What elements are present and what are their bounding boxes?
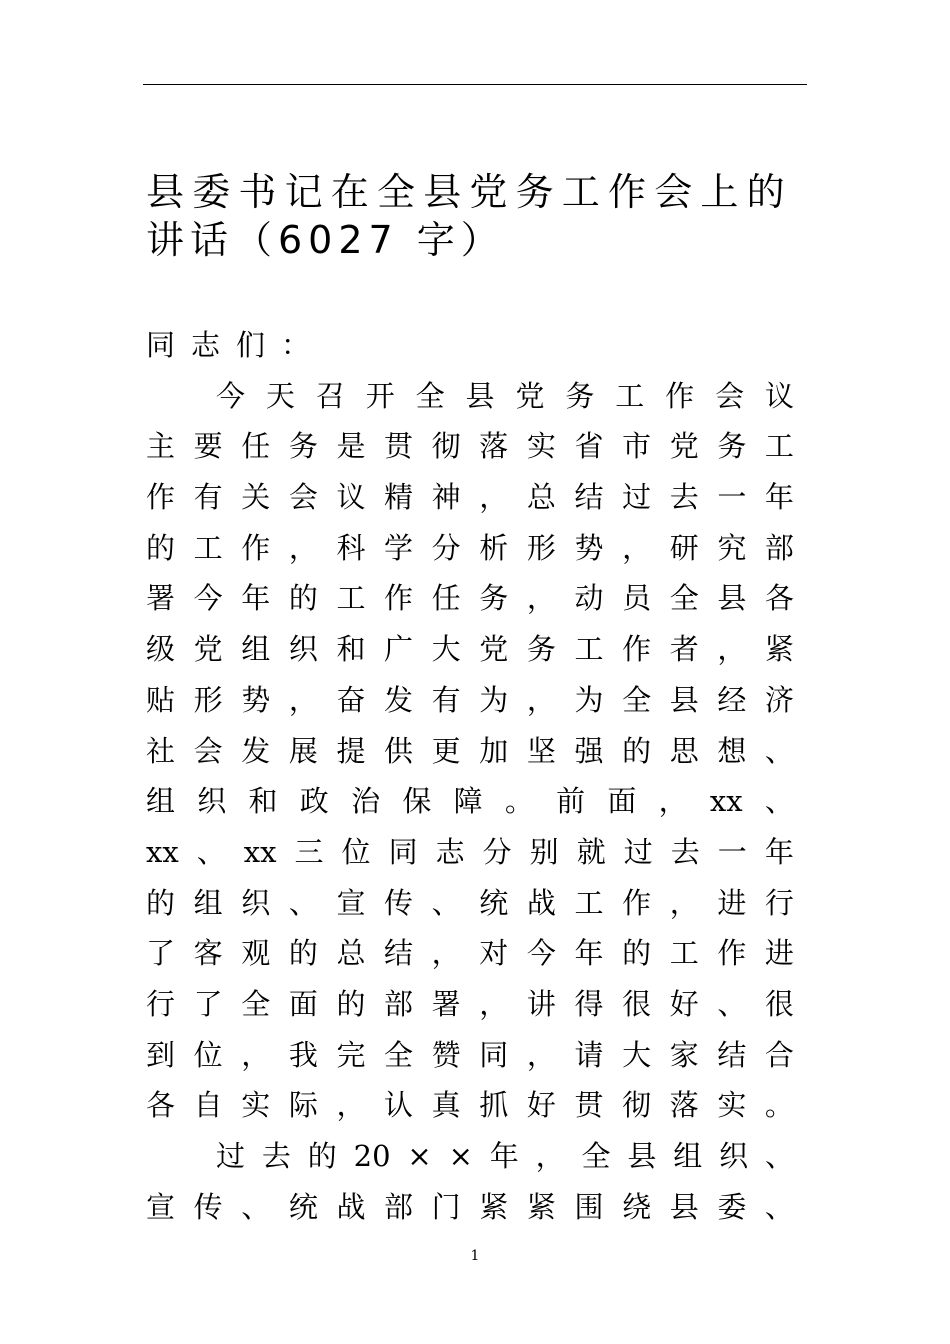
body-glyph: 传 xyxy=(193,1189,223,1224)
body-glyph: 统 xyxy=(288,1189,318,1224)
body-glyph: 、 xyxy=(764,733,794,768)
body-glyph: 员 xyxy=(622,581,652,616)
body-glyph: ， xyxy=(717,632,747,667)
body-glyph: 省 xyxy=(574,429,604,464)
body-glyph: 组 xyxy=(193,885,223,920)
body-line xyxy=(146,726,794,777)
body-glyph: 作 xyxy=(717,936,747,971)
body-glyph: 贯 xyxy=(574,1088,604,1123)
body-glyph: 有 xyxy=(193,480,223,515)
body-glyph: 作 xyxy=(622,885,652,920)
body-glyph: 更 xyxy=(431,733,461,768)
body-glyph: 同 xyxy=(388,834,418,869)
body-glyph: 落 xyxy=(669,1088,699,1123)
body-glyph: 析 xyxy=(479,530,509,565)
body-glyph: 行 xyxy=(146,986,176,1021)
body-glyph: 作 xyxy=(384,581,414,616)
body-glyph: 署 xyxy=(431,986,461,1021)
body-glyph: 研 xyxy=(669,530,699,565)
body-glyph: 神 xyxy=(431,480,461,515)
body-glyph: 总 xyxy=(336,936,366,971)
body-glyph: 学 xyxy=(384,530,414,565)
body-glyph: 战 xyxy=(526,885,556,920)
body-glyph: 社 xyxy=(146,733,176,768)
body-glyph: 织 xyxy=(241,885,271,920)
body-glyph: 别 xyxy=(529,834,559,869)
body-glyph: 形 xyxy=(526,530,556,565)
body-glyph: 作 xyxy=(622,632,652,667)
body-glyph: 赞 xyxy=(431,1037,461,1072)
body-glyph: 务 xyxy=(479,581,509,616)
body-glyph: 去 xyxy=(261,1139,291,1173)
body-glyph: 织 xyxy=(719,1139,749,1173)
body-glyph: 很 xyxy=(764,986,794,1021)
body-glyph: 开 xyxy=(365,378,395,413)
body-glyph: 绕 xyxy=(622,1189,652,1224)
body-glyph: 贴 xyxy=(146,682,176,717)
body-glyph: 实 xyxy=(717,1088,747,1123)
body-glyph: 全 xyxy=(241,986,271,1021)
body-glyph: 思 xyxy=(669,733,699,768)
body-glyph: 组 xyxy=(673,1139,703,1173)
body-glyph: 县 xyxy=(669,1189,699,1224)
body-glyph: 奋 xyxy=(336,682,366,717)
body-line xyxy=(146,979,794,1030)
body-glyph: 进 xyxy=(764,936,794,971)
body-glyph: 分 xyxy=(431,530,461,565)
body-glyph: 我 xyxy=(288,1037,318,1072)
body-glyph: 战 xyxy=(336,1189,366,1224)
body-glyph: 市 xyxy=(622,429,652,464)
body-glyph: 、 xyxy=(288,885,318,920)
body-glyph: 对 xyxy=(479,936,509,971)
body-glyph: 。 xyxy=(504,784,534,819)
body-glyph: 议 xyxy=(764,378,794,413)
body-glyph: 动 xyxy=(574,581,604,616)
body-glyph: 年 xyxy=(489,1139,519,1173)
body-glyph: 是 xyxy=(336,429,366,464)
body-glyph: 全 xyxy=(384,1037,414,1072)
body-glyph: 全 xyxy=(581,1139,611,1173)
body-glyph: 全 xyxy=(415,378,445,413)
body-glyph: 供 xyxy=(384,733,414,768)
body-glyph: ， xyxy=(288,530,318,565)
body-glyph: 今 xyxy=(526,936,556,971)
body-glyph: 发 xyxy=(241,733,271,768)
body-line xyxy=(146,371,794,422)
body-line xyxy=(146,1030,794,1081)
body-glyph: 的 xyxy=(288,936,318,971)
body-glyph: 门 xyxy=(431,1189,461,1224)
body-glyph: 讲 xyxy=(526,986,556,1021)
body-glyph: 县 xyxy=(717,581,747,616)
body-glyph: 观 xyxy=(241,936,271,971)
body-glyph: 结 xyxy=(574,480,604,515)
body-glyph: 们 xyxy=(236,328,266,362)
body-glyph: ， xyxy=(526,682,556,717)
body-glyph: 大 xyxy=(622,1037,652,1072)
body-glyph: 自 xyxy=(193,1088,223,1123)
body-glyph: 、 xyxy=(431,885,461,920)
body-glyph: 进 xyxy=(717,885,747,920)
body-glyph: 和 xyxy=(336,632,366,667)
body-glyph: 部 xyxy=(384,986,414,1021)
body-glyph: 级 xyxy=(146,632,176,667)
body-line xyxy=(146,928,794,979)
body-glyph: 结 xyxy=(384,936,414,971)
body-glyph: 传 xyxy=(384,885,414,920)
body-glyph: 一 xyxy=(717,480,747,515)
body-glyph: 实 xyxy=(241,1088,271,1123)
body-glyph: 精 xyxy=(384,480,414,515)
body-glyph: 务 xyxy=(288,429,318,464)
body-glyph: 宣 xyxy=(336,885,366,920)
body-glyph: 彻 xyxy=(622,1088,652,1123)
body-glyph: ， xyxy=(241,1037,271,1072)
body-glyph: 织 xyxy=(197,784,227,819)
body-glyph: 作 xyxy=(146,480,176,515)
body-glyph: 同 xyxy=(479,1037,509,1072)
body-glyph: 过 xyxy=(622,480,652,515)
body-glyph: 工 xyxy=(574,885,604,920)
body-glyph: 很 xyxy=(622,986,652,1021)
body-glyph: 务 xyxy=(526,632,556,667)
body-glyph: 强 xyxy=(574,733,604,768)
body-glyph: 各 xyxy=(146,1088,176,1123)
body-glyph: 结 xyxy=(717,1037,747,1072)
body-glyph: 工 xyxy=(193,530,223,565)
body-glyph: 天 xyxy=(265,378,295,413)
body-glyph: 者 xyxy=(669,632,699,667)
body-glyph: 政 xyxy=(299,784,329,819)
body-glyph: 了 xyxy=(146,936,176,971)
body-glyph: 有 xyxy=(431,682,461,717)
body-glyph: 治 xyxy=(351,784,381,819)
body-glyph: 工 xyxy=(336,581,366,616)
body-glyph: 党 xyxy=(193,632,223,667)
document-body xyxy=(146,320,794,1232)
body-glyph: 大 xyxy=(431,632,461,667)
body-glyph: 议 xyxy=(336,480,366,515)
body-glyph: 的 xyxy=(146,530,176,565)
body-glyph: 组 xyxy=(241,632,271,667)
body-glyph: 面 xyxy=(288,986,318,1021)
body-glyph: 关 xyxy=(241,480,271,515)
header-rule xyxy=(143,84,807,85)
body-glyph: 的 xyxy=(622,936,652,971)
body-glyph: ， xyxy=(526,581,556,616)
body-glyph: 际 xyxy=(288,1088,318,1123)
body-glyph: 年 xyxy=(764,480,794,515)
body-glyph: 位 xyxy=(341,834,371,869)
body-glyph: 去 xyxy=(669,480,699,515)
body-glyph: xx xyxy=(146,834,179,869)
body-glyph: 党 xyxy=(515,378,545,413)
body-glyph: 加 xyxy=(479,733,509,768)
body-glyph: 抓 xyxy=(479,1088,509,1123)
body-glyph: 、 xyxy=(764,1139,794,1173)
body-glyph: 县 xyxy=(627,1139,657,1173)
body-glyph: ， xyxy=(431,936,461,971)
body-glyph: 去 xyxy=(670,834,700,869)
body-glyph: 20 xyxy=(353,1139,391,1173)
body-glyph: ， xyxy=(336,1088,366,1123)
body-glyph: 部 xyxy=(384,1189,414,1224)
title-line-2: 讲话（6027 字） xyxy=(146,218,505,262)
body-glyph: ， xyxy=(658,784,688,819)
body-glyph: 工 xyxy=(764,429,794,464)
body-glyph: 的 xyxy=(288,581,318,616)
body-glyph: 为 xyxy=(479,682,509,717)
body-glyph: 今 xyxy=(216,378,246,413)
title-line-1: 县委书记在全县党务工作会上的 xyxy=(146,170,793,214)
body-glyph: 障 xyxy=(453,784,483,819)
body-glyph: ， xyxy=(622,530,652,565)
body-line xyxy=(146,421,794,472)
body-line xyxy=(146,523,794,574)
body-glyph: 任 xyxy=(241,429,271,464)
body-glyph: 委 xyxy=(717,1189,747,1224)
body-glyph: 、 xyxy=(717,986,747,1021)
body-glyph: 请 xyxy=(574,1037,604,1072)
body-glyph: ， xyxy=(535,1139,565,1173)
body-glyph: 完 xyxy=(336,1037,366,1072)
body-glyph: × xyxy=(407,1139,432,1173)
body-glyph: 会 xyxy=(288,480,318,515)
body-glyph: 一 xyxy=(717,834,747,869)
body-glyph: 合 xyxy=(764,1037,794,1072)
body-line xyxy=(146,1131,794,1182)
body-glyph: 织 xyxy=(288,632,318,667)
body-glyph: 发 xyxy=(384,682,414,717)
body-glyph: 紧 xyxy=(764,632,794,667)
body-glyph: 前 xyxy=(556,784,586,819)
body-glyph: 位 xyxy=(193,1037,223,1072)
body-glyph: 主 xyxy=(146,429,176,464)
body-glyph: ， xyxy=(526,1037,556,1072)
body-glyph: 今 xyxy=(193,581,223,616)
body-glyph: 势 xyxy=(241,682,271,717)
body-glyph: 科 xyxy=(336,530,366,565)
body-glyph: 面 xyxy=(607,784,637,819)
body-glyph: 务 xyxy=(717,429,747,464)
body-glyph: 党 xyxy=(479,632,509,667)
body-glyph: 。 xyxy=(764,1088,794,1123)
body-glyph: 会 xyxy=(715,378,745,413)
body-glyph: 真 xyxy=(431,1088,461,1123)
body-line xyxy=(146,573,794,624)
body-glyph: 志 xyxy=(191,328,221,362)
body-glyph: 经 xyxy=(717,682,747,717)
body-glyph: 统 xyxy=(479,885,509,920)
body-glyph: 全 xyxy=(622,682,652,717)
salutation-line xyxy=(146,320,794,371)
body-glyph: 过 xyxy=(623,834,653,869)
body-glyph: 紧 xyxy=(479,1189,509,1224)
body-glyph: 和 xyxy=(248,784,278,819)
body-glyph: 要 xyxy=(193,429,223,464)
body-glyph: xx xyxy=(243,834,277,869)
body-glyph: ， xyxy=(479,480,509,515)
body-glyph: 、 xyxy=(764,1189,794,1224)
body-glyph: 年 xyxy=(764,834,794,869)
document-title xyxy=(146,168,810,264)
body-glyph: 提 xyxy=(336,733,366,768)
body-glyph: 彻 xyxy=(431,429,461,464)
body-glyph: 济 xyxy=(764,682,794,717)
body-line xyxy=(146,472,794,523)
body-glyph: xx xyxy=(709,784,743,819)
body-glyph: 的 xyxy=(622,733,652,768)
body-glyph: 保 xyxy=(402,784,432,819)
body-glyph: 作 xyxy=(665,378,695,413)
body-glyph: 究 xyxy=(717,530,747,565)
body-glyph: 到 xyxy=(146,1037,176,1072)
body-glyph: 同 xyxy=(146,328,176,362)
body-glyph: 县 xyxy=(465,378,495,413)
body-glyph: ： xyxy=(281,328,311,362)
body-glyph: 部 xyxy=(764,530,794,565)
body-glyph: 总 xyxy=(526,480,556,515)
body-glyph: 落 xyxy=(479,429,509,464)
body-glyph: 宣 xyxy=(146,1189,176,1224)
body-glyph: 三 xyxy=(294,834,324,869)
body-glyph: 会 xyxy=(193,733,223,768)
body-line xyxy=(146,1182,794,1233)
body-glyph: 任 xyxy=(431,581,461,616)
body-glyph: 贯 xyxy=(384,429,414,464)
body-glyph: 势 xyxy=(574,530,604,565)
body-glyph: 务 xyxy=(565,378,595,413)
body-glyph: 行 xyxy=(764,885,794,920)
body-glyph: 年 xyxy=(241,581,271,616)
body-glyph: 的 xyxy=(336,986,366,1021)
body-glyph: 工 xyxy=(574,632,604,667)
body-glyph: 展 xyxy=(288,733,318,768)
body-glyph: 过 xyxy=(216,1139,246,1173)
body-glyph: ， xyxy=(288,682,318,717)
body-glyph: 好 xyxy=(526,1088,556,1123)
body-glyph: 想 xyxy=(717,733,747,768)
body-glyph: 、 xyxy=(241,1189,271,1224)
body-line xyxy=(146,624,794,675)
body-glyph: 得 xyxy=(574,986,604,1021)
body-glyph: 署 xyxy=(146,581,176,616)
body-glyph: 全 xyxy=(669,581,699,616)
body-glyph: 了 xyxy=(193,986,223,1021)
body-line xyxy=(146,827,794,878)
body-glyph: 党 xyxy=(669,429,699,464)
body-glyph: 县 xyxy=(669,682,699,717)
body-glyph: 志 xyxy=(435,834,465,869)
page-number: 1 xyxy=(470,1248,480,1264)
body-glyph: ， xyxy=(479,986,509,1021)
body-glyph: 的 xyxy=(307,1139,337,1173)
body-glyph: 年 xyxy=(574,936,604,971)
body-glyph: 广 xyxy=(384,632,414,667)
body-glyph: 紧 xyxy=(526,1189,556,1224)
body-glyph: 、 xyxy=(196,834,226,869)
body-line xyxy=(146,878,794,929)
body-glyph: 好 xyxy=(669,986,699,1021)
body-glyph: 组 xyxy=(146,784,176,819)
body-glyph: ， xyxy=(669,885,699,920)
body-glyph: 坚 xyxy=(526,733,556,768)
body-glyph: 分 xyxy=(482,834,512,869)
body-glyph: 实 xyxy=(526,429,556,464)
body-glyph: 客 xyxy=(193,936,223,971)
body-line xyxy=(146,675,794,726)
body-line xyxy=(146,776,794,827)
body-glyph: 就 xyxy=(576,834,606,869)
body-glyph: 各 xyxy=(764,581,794,616)
body-line xyxy=(146,1080,794,1131)
body-glyph: 认 xyxy=(384,1088,414,1123)
body-glyph: 作 xyxy=(241,530,271,565)
body-glyph: 为 xyxy=(574,682,604,717)
body-glyph: 召 xyxy=(315,378,345,413)
body-glyph: × xyxy=(448,1139,473,1173)
body-glyph: 工 xyxy=(615,378,645,413)
body-glyph: 围 xyxy=(574,1189,604,1224)
body-glyph: 工 xyxy=(669,936,699,971)
body-glyph: 、 xyxy=(764,784,794,819)
body-glyph: 的 xyxy=(146,885,176,920)
body-glyph: 家 xyxy=(669,1037,699,1072)
body-glyph: 形 xyxy=(193,682,223,717)
